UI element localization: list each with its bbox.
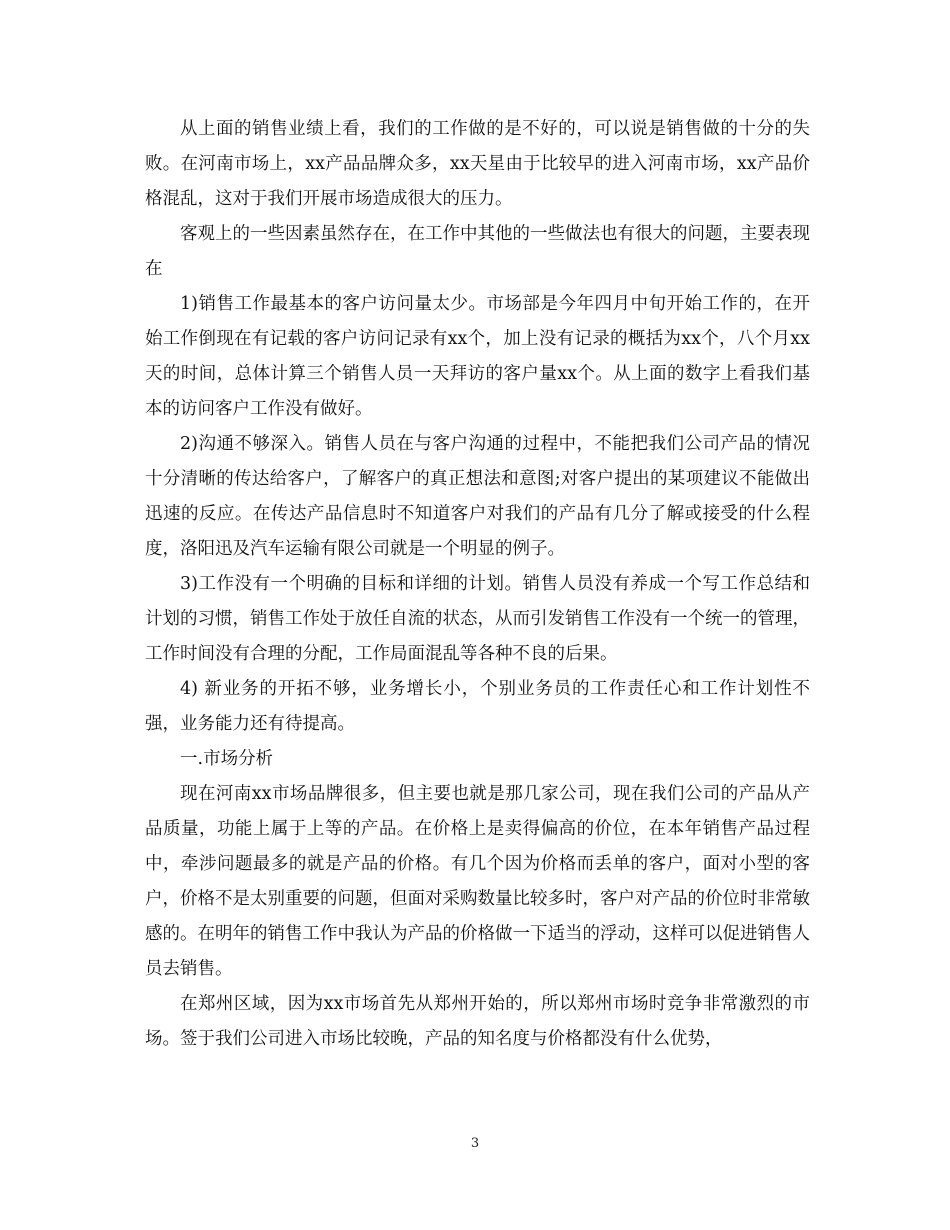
section-heading-market-analysis: 一.市场分析 [180, 749, 274, 769]
paragraph-problem-4: 4) 新业务的开拓不够，业务增长小，个别业务员的工作责任心和工作计划性不强，业务能力还有待提高。 [145, 679, 810, 734]
paragraph-problem-2: 2)沟通不够深入。销售人员在与客户沟通的过程中，不能把我们公司产品的情况十分清晰的传达给客户，了解客户的真正想法和意图;对客户提出的某项建议不能做出迅速的反应。在传达产品信息时不知道客户对我们的产品有几分了解或接受的什么程度，洛阳迅及汽车运输有限公司就是一个明显的例子。 [145, 434, 810, 559]
paragraph-problem-1: 1)销售工作最基本的客户访问量太少。市场部是今年四月中旬开始工作的，在开始工作倒现在有记载的客户访问记录有xx个，加上没有记录的概括为xx个，八个月xx天的时间，总体计算三个销售人员一天拜访的客户量xx个。从上面的数字上看我们基本的访问客户工作没有做好。 [145, 294, 810, 419]
paragraph-zhengzhou-region: 在郑州区域，因为xx市场首先从郑州开始的，所以郑州市场时竞争非常激烈的市场。签于我们公司进入市场比较晚，产品的知名度与价格都没有什么优势， [145, 994, 810, 1049]
paragraph-problem-3: 3)工作没有一个明确的目标和详细的计划。销售人员没有养成一个写工作总结和计划的习惯，销售工作处于放任自流的状态，从而引发销售工作没有一个统一的管理，工作时间没有合理的分配，工作局面混乱等各种不良的后果。 [145, 574, 810, 664]
paragraph-problems-intro: 客观上的一些因素虽然存在，在工作中其他的一些做法也有很大的问题，主要表现在 [145, 224, 810, 279]
paragraph-market-analysis: 现在河南xx市场品牌很多，但主要也就是那几家公司，现在我们公司的产品从产品质量，功能上属于上等的产品。在价格上是卖得偏高的价位，在本年销售产品过程中，牵涉问题最多的就是产品的价格。有几个因为价格而丢单的客户，面对小型的客户，价格不是太别重要的问题，但面对采购数量比较多时，客户对产品的价位时非常敏感的。在明年的销售工作中我认为产品的价格做一下适当的浮动，这样可以促进销售人员去销售。 [145, 784, 810, 979]
page-number: 3 [470, 1136, 480, 1151]
document-body [145, 112, 810, 1057]
paragraph-sales-performance: 从上面的销售业绩上看，我们的工作做的是不好的，可以说是销售做的十分的失败。在河南市场上，xx产品品牌众多，xx天星由于比较早的进入河南市场，xx产品价格混乱，这对于我们开展市场造成很大的压力。 [145, 119, 810, 209]
